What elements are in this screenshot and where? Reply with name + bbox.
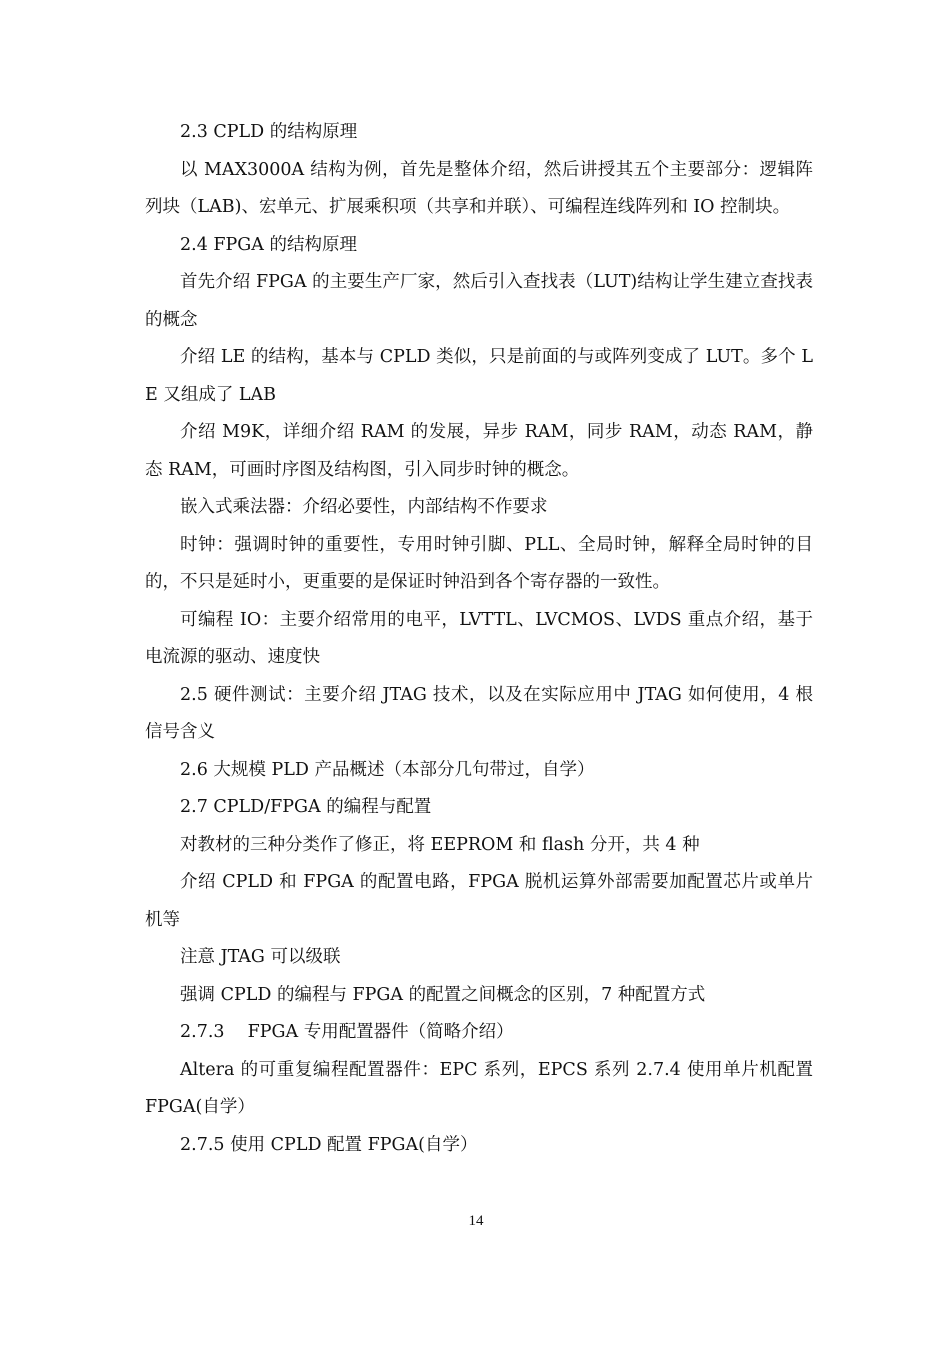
section-heading-2-6: 2.6 大规模 PLD 产品概述（本部分几句带过，自学） — [180, 759, 595, 780]
paragraph-classification: 对教材的三种分类作了修正，将 EEPROM 和 flash 分开，共 4 种 — [180, 834, 700, 855]
paragraph-fpga-intro: 首先介绍 FPGA 的主要生产厂家，然后引入查找表（LUT)结构让学生建立查找表的概念 — [145, 272, 813, 330]
paragraph-altera-devices: Altera 的可重复编程配置器件：EPC 系列，EPCS 系列 2.7.4 使用单片机配置 FPGA(自学） — [145, 1059, 813, 1117]
paragraph-embedded-multiplier: 嵌入式乘法器：介绍必要性，内部结构不作要求 — [180, 497, 548, 517]
paragraph-max3000a: 以 MAX3000A 结构为例，首先是整体介绍，然后讲授其五个主要部分：逻辑阵列块（LAB)、宏单元、扩展乘积项（共享和并联）、可编程连线阵列和 IO 控制块。 — [145, 159, 813, 217]
paragraph-le-structure: 介绍 LE 的结构，基本与 CPLD 类似，只是前面的与或阵列变成了 LUT。多个 LE 又组成了 LAB — [145, 347, 813, 405]
section-heading-2-7-3: 2.7.3 FPGA 专用配置器件（简略介绍） — [180, 1022, 514, 1042]
section-heading-2-3: 2.3 CPLD 的结构原理 — [180, 122, 358, 142]
paragraph-m9k-ram: 介绍 M9K，详细介绍 RAM 的发展，异步 RAM，同步 RAM，动态 RAM，静态 RAM，可画时序图及结构图，引入同步时钟的概念。 — [145, 422, 813, 480]
section-heading-2-4: 2.4 FPGA 的结构原理 — [180, 234, 357, 255]
paragraph-config-circuit: 介绍 CPLD 和 FPGA 的配置电路，FPGA 脱机运算外部需要加配置芯片或单片机等 — [145, 872, 813, 930]
section-heading-2-5: 2.5 硬件测试：主要介绍 JTAG 技术，以及在实际应用中 JTAG 如何使用，4 根信号含义 — [145, 684, 813, 742]
page-body — [145, 114, 813, 1164]
page-number: 14 — [468, 1213, 484, 1229]
paragraph-programmable-io: 可编程 IO：主要介绍常用的电平，LVTTL、LVCMOS、LVDS 重点介绍，基于电流源的驱动、速度快 — [145, 609, 813, 667]
paragraph-jtag-cascade: 注意 JTAG 可以级联 — [180, 947, 341, 967]
paragraph-clock: 时钟：强调时钟的重要性，专用时钟引脚、PLL、全局时钟，解释全局时钟的目的，不只是延时小，更重要的是保证时钟沿到各个寄存器的一致性。 — [145, 534, 813, 592]
section-heading-2-7: 2.7 CPLD/FPGA 的编程与配置 — [180, 797, 432, 817]
paragraph-programming-vs-config: 强调 CPLD 的编程与 FPGA 的配置之间概念的区别，7 种配置方式 — [180, 984, 706, 1005]
section-heading-2-7-5: 2.7.5 使用 CPLD 配置 FPGA(自学） — [180, 1134, 478, 1155]
